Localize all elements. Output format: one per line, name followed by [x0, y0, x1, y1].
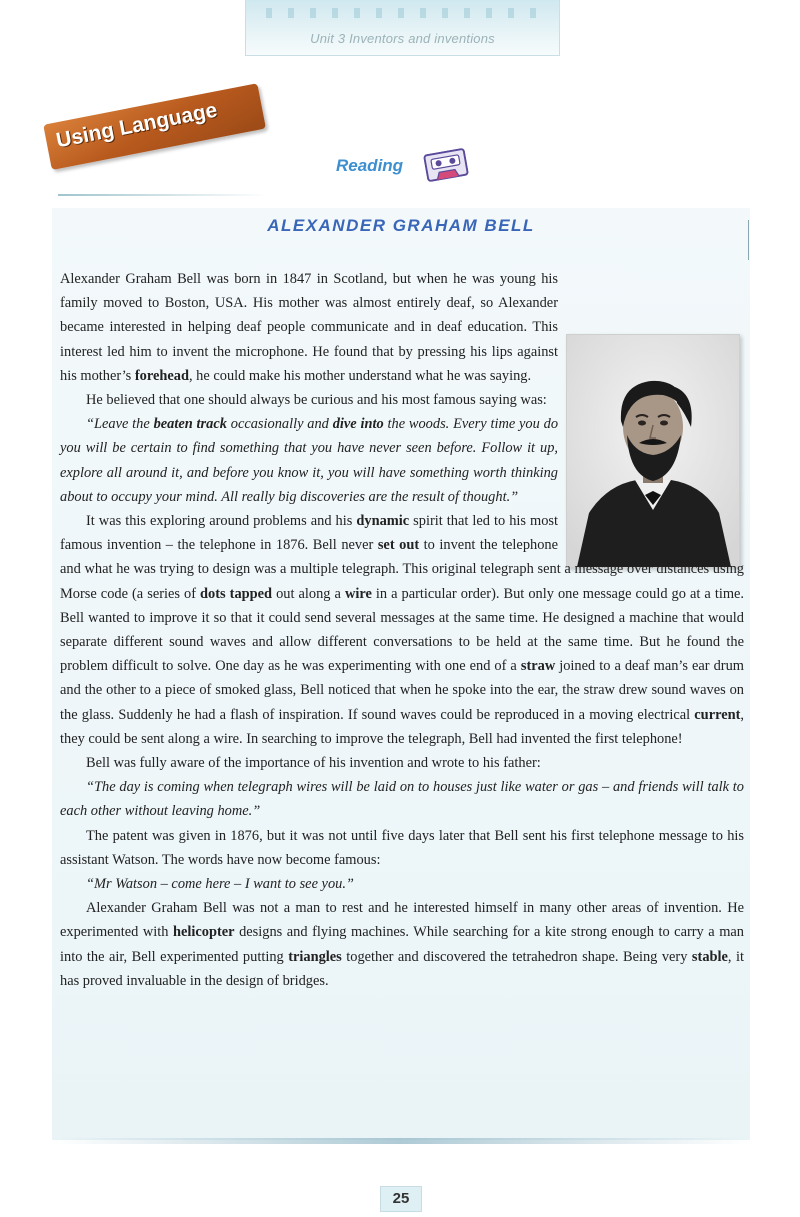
keyword-straw: straw [520, 658, 556, 675]
text-run: out along a [272, 585, 345, 602]
cassette-tape-icon [423, 148, 469, 183]
text-run: in a particular order). But only one message could go at a time. Bell wanted to improve it so that it could send several messages at the same time. He designed a machine that would separate different sound waves and allow different conversations to be held at the same time. But he found the problem difficult to solve. One day as he was experimenting with one end of a [60, 585, 744, 675]
keyword-current: current [694, 706, 741, 723]
keyword-forehead: forehead [134, 367, 189, 384]
unit-title: Unit 3 Inventors and inventions [310, 31, 495, 46]
text-run: joined to a deaf man’s ear drum and the other to a piece of smoked glass, Bell noticed that when he spoke into the ear, the straw drew sound waves on the glass. Suddenly he had a flash of inspiration. If sound waves could be reproduced in a moving electrical [60, 658, 744, 723]
keyword-triangles: triangles [288, 948, 342, 965]
article-title: ALEXANDER GRAHAM BELL [267, 216, 535, 235]
header-decoration [266, 8, 539, 18]
text-run: together and discovered the tetrahedron shape. Being very [341, 948, 692, 965]
quote-3: “Mr Watson – come here – I want to see you.” [86, 876, 354, 893]
keyword-set-out: set out [377, 537, 420, 554]
text-run: , it has proved invaluable in the design of bridges. [60, 948, 744, 989]
keyword-dots-tapped: dots tapped [200, 585, 273, 602]
section-badge-label: Using Language [54, 98, 220, 153]
reading-label: Reading [336, 156, 404, 175]
text-run: occasionally and [226, 416, 333, 433]
text-run: to invent the telephone and what he was trying to design was a multiple telegraph. This original telegraph sent a message over distances using Morse code (a series of [60, 537, 744, 602]
text-run: , he could make his mother understand what he was saying. [188, 367, 532, 384]
section-badge [43, 83, 266, 170]
text-run: , they could be sent along a wire. In searching to improve the telegraph, Bell had invented the first telephone! [60, 706, 744, 747]
unit-header-tab [245, 0, 560, 56]
paragraph-6 [60, 896, 744, 993]
text-run: Alexander Graham Bell was not a man to rest and he interested himself in many other areas of invention. He experimented with [60, 900, 744, 941]
keyword-helicopter: helicopter [172, 924, 235, 941]
article-text-flow [60, 267, 744, 993]
text-run: designs and flying machines. While searching for a kite strong enough to carry a man into the air, Bell experimented putting [60, 924, 744, 965]
keyword-stable: stable [691, 948, 728, 965]
text-run: “Leave the [86, 416, 154, 433]
panel-bottom-rule [52, 1138, 750, 1144]
keyword-wire: wire [344, 585, 372, 602]
paragraph-2: He believed that one should always be curious and his most famous saying was: [86, 392, 547, 409]
text-run: It was this exploring around problems and his [86, 513, 357, 530]
keyword-dynamic: dynamic [356, 513, 410, 530]
text-run: spirit that led to his most famous invention – the telephone in 1876. Bell never [60, 513, 558, 554]
quote-2: “The day is coming when telegraph wires will be laid on to houses just like water or gas – and friends will talk to each other without leaving home.” [60, 779, 744, 820]
text-run: the woods. Every time you do you will be certain to find something that you have never seen before. Follow it up, explore all around it, and before you know it, you will have something worth thinking about to occupy your mind. All really big discoveries are the result of thought.” [60, 416, 559, 505]
paragraph-4: Bell was fully aware of the importance of his invention and wrote to his father: [86, 755, 541, 772]
keyword-dive-into: dive into [332, 416, 384, 433]
text-run: Alexander Graham Bell was born in 1847 in Scotland, but when he was young his family moved to Boston, USA. His mother was almost entirely deaf, so Alexander became interested in helping deaf people communicate and in deaf education. This interest led him to invent the microphone. He found that by pressing his lips against his mother’s [60, 271, 558, 384]
page-number: 25 [380, 1186, 422, 1212]
badge-underline [58, 194, 268, 196]
portrait-spacer [558, 315, 744, 555]
paragraph-5: The patent was given in 1876, but it was not until five days later that Bell sent his first telephone message to his assistant Watson. The words have now become famous: [60, 827, 744, 868]
keyword-beaten-track: beaten track [153, 416, 227, 433]
